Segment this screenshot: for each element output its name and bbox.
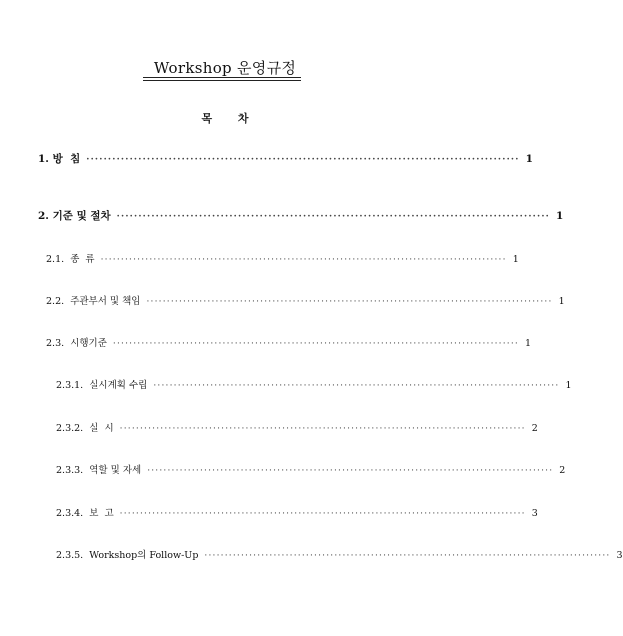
toc-entry[interactable] <box>38 208 564 222</box>
toc-page: 2 <box>531 423 538 434</box>
toc-number: 2.3.5. <box>56 550 84 561</box>
toc-entry[interactable] <box>56 462 566 476</box>
toc-heading: 목 차 <box>201 112 249 125</box>
document-title: Workshop 운영규정 <box>153 59 297 77</box>
toc-text: 보 고 <box>89 508 114 519</box>
toc-leader: ···································································································· <box>204 551 611 561</box>
toc-number: 2.3.1. <box>56 380 84 391</box>
toc-number: 2. <box>38 210 49 222</box>
toc-leader: ···································································································· <box>119 509 526 519</box>
toc-text: 종 류 <box>70 254 95 265</box>
toc-page: 1 <box>525 338 532 349</box>
toc-page: 1 <box>525 153 533 165</box>
toc-text: 실 시 <box>89 423 114 434</box>
toc-entry[interactable] <box>46 335 532 349</box>
title-underline <box>143 77 301 78</box>
toc-number: 2.3.2. <box>56 423 84 434</box>
toc-entry[interactable] <box>46 251 519 265</box>
toc-entry[interactable] <box>56 420 538 434</box>
toc-leader: ···································································································· <box>112 339 519 349</box>
toc-entry[interactable] <box>46 293 565 307</box>
toc-leader: ···································································································· <box>147 466 554 476</box>
toc-text: 역할 및 자세 <box>89 465 142 476</box>
toc-page: 3 <box>616 550 623 561</box>
toc-page: 1 <box>556 210 564 222</box>
toc-page: 2 <box>559 465 566 476</box>
toc-leader: ···································································································· <box>100 255 507 265</box>
toc-leader: ···································································································· <box>116 212 550 222</box>
toc-entry[interactable] <box>38 151 533 165</box>
title-underline-second <box>143 80 301 81</box>
toc-page: 1 <box>565 380 572 391</box>
toc-number: 2.3.4. <box>56 508 84 519</box>
toc-text: 주관부서 및 책임 <box>70 296 141 307</box>
toc-number: 2.3. <box>46 338 65 349</box>
toc-leader: ···································································································· <box>153 381 560 391</box>
toc-number: 1. <box>38 153 49 165</box>
toc-leader: ···································································································· <box>86 155 520 165</box>
toc-text: 기준 및 절차 <box>52 210 111 222</box>
toc-page: 1 <box>558 296 565 307</box>
toc-entry[interactable] <box>56 547 623 561</box>
toc-number: 2.3.3. <box>56 465 84 476</box>
toc-page: 3 <box>531 508 538 519</box>
toc-number: 2.1. <box>46 254 65 265</box>
toc-text: 실시계획 수립 <box>89 380 148 391</box>
toc-entry[interactable] <box>56 377 572 391</box>
toc-text: 방 침 <box>52 153 81 165</box>
toc-leader: ···································································································· <box>146 297 553 307</box>
toc-text: 시행기준 <box>70 338 107 349</box>
toc-text: Workshop의 Follow-Up <box>89 550 199 561</box>
toc-number: 2.2. <box>46 296 65 307</box>
toc-page: 1 <box>512 254 519 265</box>
toc-entry[interactable] <box>56 505 538 519</box>
toc-leader: ···································································································· <box>119 424 526 434</box>
